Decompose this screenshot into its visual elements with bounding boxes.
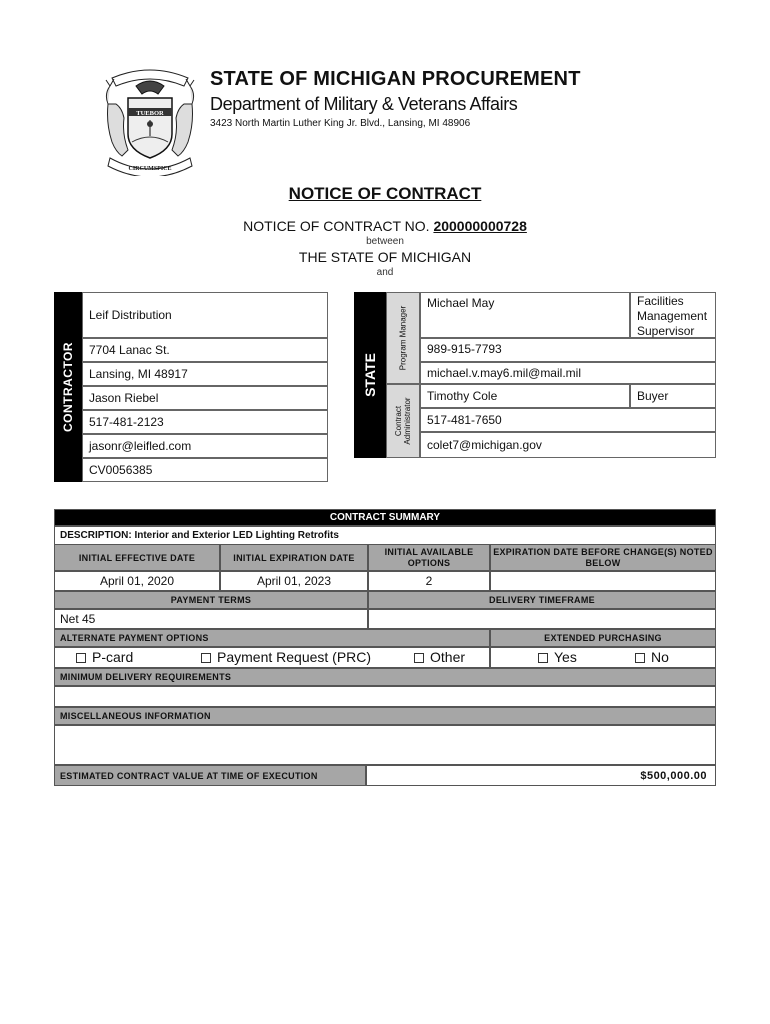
notice-title: NOTICE OF CONTRACT [288, 184, 482, 203]
initial-effective-date: April 01, 2020 [54, 571, 220, 591]
svg-text:CIRCUMSPICE: CIRCUMSPICE [128, 166, 172, 172]
between-text: between [366, 236, 404, 247]
extended-purchasing-label: EXTENDED PURCHASING [490, 629, 716, 647]
department-address: 3423 North Martin Luther King Jr. Blvd., Lansing, MI 48906 [210, 118, 471, 129]
alternate-payment-options-label: ALTERNATE PAYMENT OPTIONS [54, 629, 490, 647]
minimum-delivery-value [54, 686, 716, 707]
col-initial-expiration-date: INITIAL EXPIRATION DATE [220, 544, 368, 571]
option-extended-no[interactable]: No [635, 649, 669, 665]
pm-name: Michael May [420, 292, 630, 338]
miscellaneous-label: MISCELLANEOUS INFORMATION [54, 707, 716, 725]
contractor-email: jasonr@leifled.com [82, 434, 328, 458]
contractor-phone: 517-481-2123 [82, 410, 328, 434]
option-other[interactable]: Other [414, 649, 465, 665]
minimum-delivery-label: MINIMUM DELIVERY REQUIREMENTS [54, 668, 716, 686]
procurement-title: STATE OF MICHIGAN PROCUREMENT [210, 68, 581, 90]
contractor-street: 7704 Lanac St. [82, 338, 328, 362]
delivery-timeframe-label: DELIVERY TIMEFRAME [368, 591, 716, 609]
svg-text:TUEBOR: TUEBOR [136, 110, 164, 117]
delivery-timeframe-value [368, 609, 716, 629]
party-state: THE STATE OF MICHIGAN [298, 249, 472, 265]
option-extended-yes[interactable]: Yes [538, 649, 577, 665]
ca-name: Timothy Cole [420, 384, 630, 408]
contractor-contact: Jason Riebel [82, 386, 328, 410]
contractor-city: Lansing, MI 48917 [82, 362, 328, 386]
expiration-before-change [490, 571, 716, 591]
state-side-label: STATE [354, 292, 386, 458]
contractor-vendor-id: CV0056385 [82, 458, 328, 482]
initial-expiration-date: April 01, 2023 [220, 571, 368, 591]
extended-purchasing-row [490, 647, 716, 668]
contract-administrator-label: Contract Administrator [386, 384, 420, 458]
ca-title: Buyer [630, 384, 716, 408]
other-checkbox[interactable] [414, 653, 424, 663]
ca-email: colet7@michigan.gov [420, 432, 716, 458]
initial-available-options: 2 [368, 571, 490, 591]
contract-description: DESCRIPTION: Interior and Exterior LED Lighting Retrofits [54, 526, 716, 544]
pcard-checkbox[interactable] [76, 653, 86, 663]
option-pcard[interactable]: P-card [76, 649, 133, 665]
department-name: Department of Military & Veterans Affairs [210, 94, 518, 114]
no-checkbox[interactable] [635, 653, 645, 663]
notice-number: 200000000728 [433, 218, 527, 234]
contract-summary-heading: CONTRACT SUMMARY [54, 509, 716, 526]
col-expiration-before-change: EXPIRATION DATE BEFORE CHANGE(S) NOTED BELOW [490, 544, 716, 571]
and-text: and [376, 267, 394, 278]
prc-checkbox[interactable] [201, 653, 211, 663]
estimated-value: $500,000.00 [366, 765, 716, 786]
option-payment-request[interactable]: Payment Request (PRC) [201, 649, 371, 665]
pm-title: Facilities Management Supervisor [630, 292, 716, 338]
pm-email: michael.v.may6.mil@mail.mil [420, 362, 716, 384]
pm-phone: 989-915-7793 [420, 338, 716, 362]
yes-checkbox[interactable] [538, 653, 548, 663]
estimated-value-label: ESTIMATED CONTRACT VALUE AT TIME OF EXECUTION [54, 765, 366, 786]
payment-terms-value: Net 45 [54, 609, 368, 629]
contractor-side-label: CONTRACTOR [54, 292, 82, 482]
michigan-seal [100, 64, 200, 176]
miscellaneous-value [54, 725, 716, 765]
contractor-name: Leif Distribution [82, 292, 328, 338]
payment-terms-label: PAYMENT TERMS [54, 591, 368, 609]
notice-number-line [0, 218, 770, 234]
col-initial-available-options: INITIAL AVAILABLE OPTIONS [368, 544, 490, 571]
ca-phone: 517-481-7650 [420, 408, 716, 432]
notice-number-label: NOTICE OF CONTRACT NO. [243, 218, 430, 234]
program-manager-label: Program Manager [386, 292, 420, 384]
col-initial-effective-date: INITIAL EFFECTIVE DATE [54, 544, 220, 571]
